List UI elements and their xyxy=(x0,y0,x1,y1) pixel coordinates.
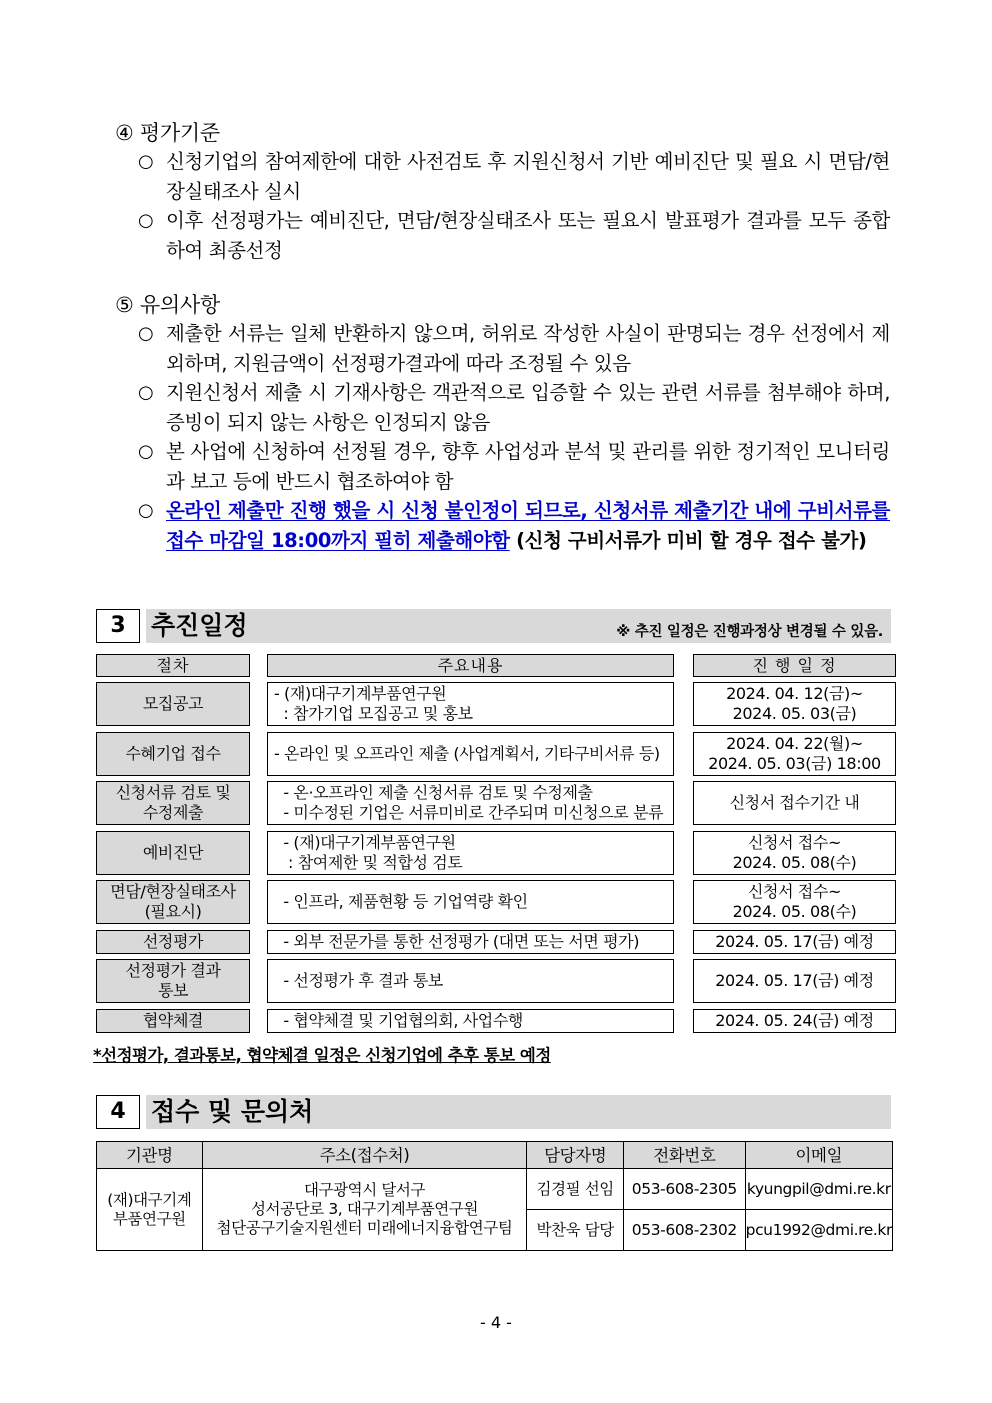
eval-criteria-heading: ④ 평가기준 xyxy=(115,121,220,145)
eval-criteria-list xyxy=(138,147,890,265)
schedule-footnote: *선정평가, 결과통보, 협약체결 일정은 신청기업에 추후 통보 예정 xyxy=(93,1046,551,1065)
schedule-content-cell: - 선정평가 후 결과 통보 xyxy=(267,959,674,1003)
contact-table xyxy=(96,1141,893,1251)
notice-list xyxy=(138,319,890,555)
list-item: ○ 이후 선정평가는 예비진단, 면담/현장실태조사 또는 필요시 발표평가 결과를 모두 종합하여 최종선정 xyxy=(138,206,890,265)
schedule-schedule-cell: 2024. 04. 22(월)~ 2024. 05. 03(금) 18:00 xyxy=(693,732,896,776)
schedule-content-cell: - 인프라, 제품현황 등 기업역량 확인 xyxy=(267,880,674,924)
header-email: 이메일 xyxy=(745,1142,892,1169)
schedule-schedule-cell: 2024. 05. 17(금) 예정 xyxy=(693,959,896,1003)
notice-heading: ⑤ 유의사항 xyxy=(115,293,220,317)
schedule-header-step: 절차 xyxy=(96,654,250,677)
section4-header xyxy=(96,1095,891,1129)
contact-name: 김경필 선임 xyxy=(527,1169,624,1210)
contact-phone: 053-608-2305 xyxy=(623,1169,745,1210)
address: 대구광역시 달서구 성서공단로 3, 대구기계부품연구원 첨단공구기술지원센터 미래에너지융합연구팀 xyxy=(202,1169,527,1251)
schedule-note: ※ 추진 일정은 진행과정상 변경될 수 있음. xyxy=(616,624,883,640)
schedule-step-cell: 모집공고 xyxy=(96,682,250,726)
schedule-step-cell: 신청서류 검토 및 수정제출 xyxy=(96,781,250,825)
schedule-content-cell: - 온라인 및 오프라인 제출 (사업계획서, 기타구비서류 등) xyxy=(267,732,674,776)
schedule-step-cell: 수혜기업 접수 xyxy=(96,732,250,776)
table-header-row xyxy=(97,1142,893,1169)
schedule-schedule-cell: 신청서 접수기간 내 xyxy=(693,781,896,825)
schedule-schedule-cell: 2024. 05. 24(금) 예정 xyxy=(693,1009,896,1033)
section-number: 4 xyxy=(96,1095,140,1129)
schedule-content-cell: - 외부 전문가를 통한 선정평가 (대면 또는 서면 평가) xyxy=(267,930,674,954)
header-address: 주소(접수처) xyxy=(202,1142,527,1169)
table-row xyxy=(97,1169,893,1210)
page-number: - 4 - xyxy=(480,1313,512,1332)
schedule-header-content: 주요내용 xyxy=(267,654,674,677)
contact-name: 박찬욱 담당 xyxy=(527,1210,624,1251)
tail-text: (신청 구비서류가 미비 할 경우 접수 불가) xyxy=(509,528,867,552)
schedule-content-cell: - 협약체결 및 기업협의회, 사업수행 xyxy=(267,1009,674,1033)
list-item: ○ 신청기업의 참여제한에 대한 사전검토 후 지원신청서 기반 예비진단 및 필요 시 면담/현장실태조사 실시 xyxy=(138,147,890,206)
header-person: 담당자명 xyxy=(527,1142,624,1169)
highlight-text: 온라인 제출만 진행 했을 시 신청 불인정이 되므로, 신청서류 제출기간 내에 구비서류를 접수 마감일 18:00까지 필히 제출해야함 xyxy=(166,499,890,552)
section-number: 3 xyxy=(96,609,140,643)
list-item: ○ 지원신청서 제출 시 기재사항은 객관적으로 입증할 수 있는 관련 서류를 첨부해야 하며, 증빙이 되지 않는 사항은 인정되지 않음 xyxy=(138,378,890,437)
schedule-content-cell: - 온·오프라인 제출 신청서류 검토 및 수정제출 - 미수정된 기업은 서류미비로 간주되며 미신청으로 분류 xyxy=(267,781,674,825)
schedule-content-cell: - (재)대구기계부품연구원 : 참여제한 및 적합성 검토 xyxy=(267,831,674,875)
schedule-step-cell: 선정평가 xyxy=(96,930,250,954)
list-item: ○ 제출한 서류는 일체 반환하지 않으며, 허위로 작성한 사실이 판명되는 경우 선정에서 제외하며, 지원금액이 선정평가결과에 따라 조정될 수 있음 xyxy=(138,319,890,378)
schedule-schedule-cell: 신청서 접수~ 2024. 05. 08(수) xyxy=(693,880,896,924)
schedule-schedule-cell: 2024. 05. 17(금) 예정 xyxy=(693,930,896,954)
schedule-step-cell: 협약체결 xyxy=(96,1009,250,1033)
schedule-step-cell: 예비진단 xyxy=(96,831,250,875)
contact-email[interactable]: kyungpil@dmi.re.kr xyxy=(745,1169,892,1210)
contact-phone: 053-608-2302 xyxy=(623,1210,745,1251)
schedule-content-cell: - (재)대구기계부품연구원 : 참가기업 모집공고 및 홍보 xyxy=(267,682,674,726)
header-phone: 전화번호 xyxy=(623,1142,745,1169)
list-item-highlighted xyxy=(138,496,890,555)
list-item: ○ 본 사업에 신청하여 선정될 경우, 향후 사업성과 분석 및 관리를 위한 정기적인 모니터링과 보고 등에 반드시 협조하여야 함 xyxy=(138,437,890,496)
schedule-header-schedule: 진 행 일 정 xyxy=(693,654,896,677)
schedule-step-cell: 선정평가 결과 통보 xyxy=(96,959,250,1003)
section-title: 접수 및 문의처 xyxy=(151,1097,314,1126)
org-name: (재)대구기계 부품연구원 xyxy=(97,1169,203,1251)
contact-email[interactable]: pcu1992@dmi.re.kr xyxy=(745,1210,892,1251)
schedule-schedule-cell: 신청서 접수~ 2024. 05. 08(수) xyxy=(693,831,896,875)
schedule-step-cell: 면담/현장실태조사 (필요시) xyxy=(96,880,250,924)
section3-header xyxy=(96,609,891,643)
header-org: 기관명 xyxy=(97,1142,203,1169)
section-title: 추진일정 xyxy=(151,611,248,640)
schedule-schedule-cell: 2024. 04. 12(금)~ 2024. 05. 03(금) xyxy=(693,682,896,726)
